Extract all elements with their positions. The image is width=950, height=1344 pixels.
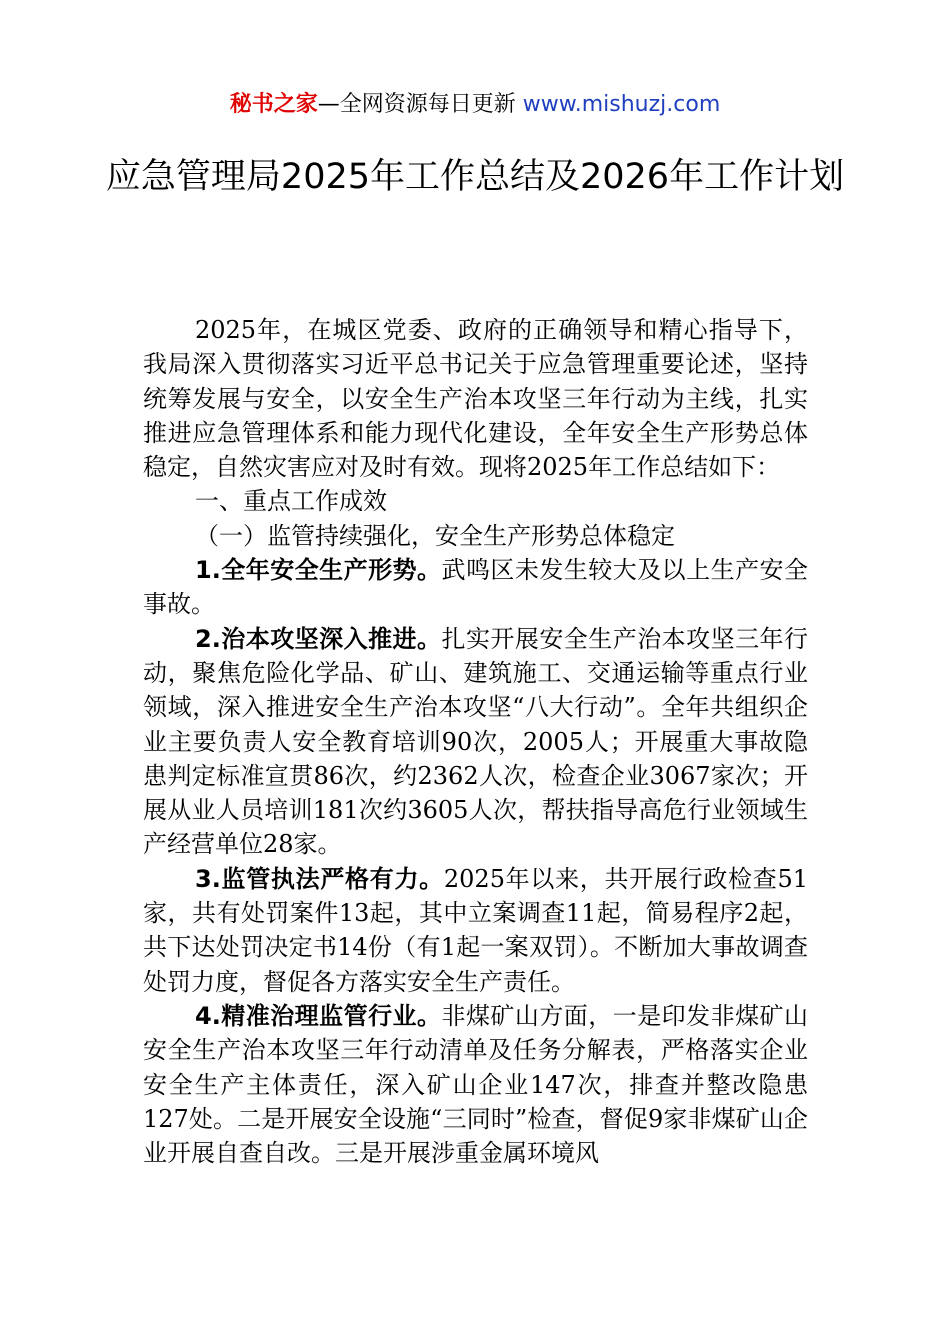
list-item bbox=[143, 622, 808, 862]
item-heading: 1.全年安全生产形势。 bbox=[195, 556, 442, 585]
item-heading: 2.治本攻坚深入推进。 bbox=[195, 624, 442, 653]
item-heading: 4.精准治理监管行业。 bbox=[195, 1001, 442, 1030]
document-title: 应急管理局2025年工作总结及2026年工作计划 bbox=[105, 157, 845, 197]
item-text: 2025年以来，共开展行政检查51家，共有处罚案件13起，其中立案调查11起，简易程序2起，共下达处罚决定书14份（有1起一案双罚）。不断加大事故调查处罚力度，督促各方落实安全生产责任。 bbox=[143, 864, 808, 996]
item-text: 武鸣区未发生较大及以上生产安全事故。 bbox=[143, 556, 809, 619]
intro-paragraph: 2025年，在城区党委、政府的正确领导和精心指导下，我局深入贯彻落实习近平总书记关于应急管理重要论述，坚持统筹发展与安全，以安全生产治本攻坚三年行动为主线，扎实推进应急管理体系和能力现代化建设，全年安全生产形势总体稳定，自然灾害应对及时有效。现将2025年工作总结如下： bbox=[143, 316, 808, 482]
header-slogan: —全网资源每日更新 bbox=[317, 92, 523, 117]
site-url-link[interactable]: www.mishuzj.com bbox=[522, 92, 721, 117]
item-text: 非煤矿山方面，一是印发非煤矿山安全生产治本攻坚三年行动清单及任务分解表，严格落实企业安全生产主体责任，深入矿山企业147次，排查并整改隐患127处。二是开展安全设施“三同时”检查，督促9家非煤矿山企业开展自查自改。三是开展涉重金属环境风 bbox=[143, 1001, 809, 1168]
list-item bbox=[143, 862, 808, 999]
item-text: 扎实开展安全生产治本攻坚三年行动，聚焦危险化学品、矿山、建筑施工、交通运输等重点行业领域，深入推进安全生产治本攻坚“八大行动”。全年共组织企业主要负责人安全教育培训90次，2005人；开展重大事故隐患判定标准宣贯86次，约2362人次，检查企业3067家次；开展从业人员培训181次约3605人次，帮扶指导高危行业领域生产经营单位28家。 bbox=[143, 624, 809, 859]
subsection-heading: （一）监管持续强化，安全生产形势总体稳定 bbox=[195, 521, 675, 550]
item-heading: 3.监管执法严格有力。 bbox=[195, 864, 444, 893]
section-heading: 一、重点工作成效 bbox=[195, 487, 387, 516]
site-header bbox=[0, 88, 950, 122]
list-item bbox=[143, 999, 808, 1170]
brand-name: 秘书之家 bbox=[229, 92, 318, 117]
document-body bbox=[143, 313, 808, 1170]
list-item bbox=[143, 553, 808, 622]
